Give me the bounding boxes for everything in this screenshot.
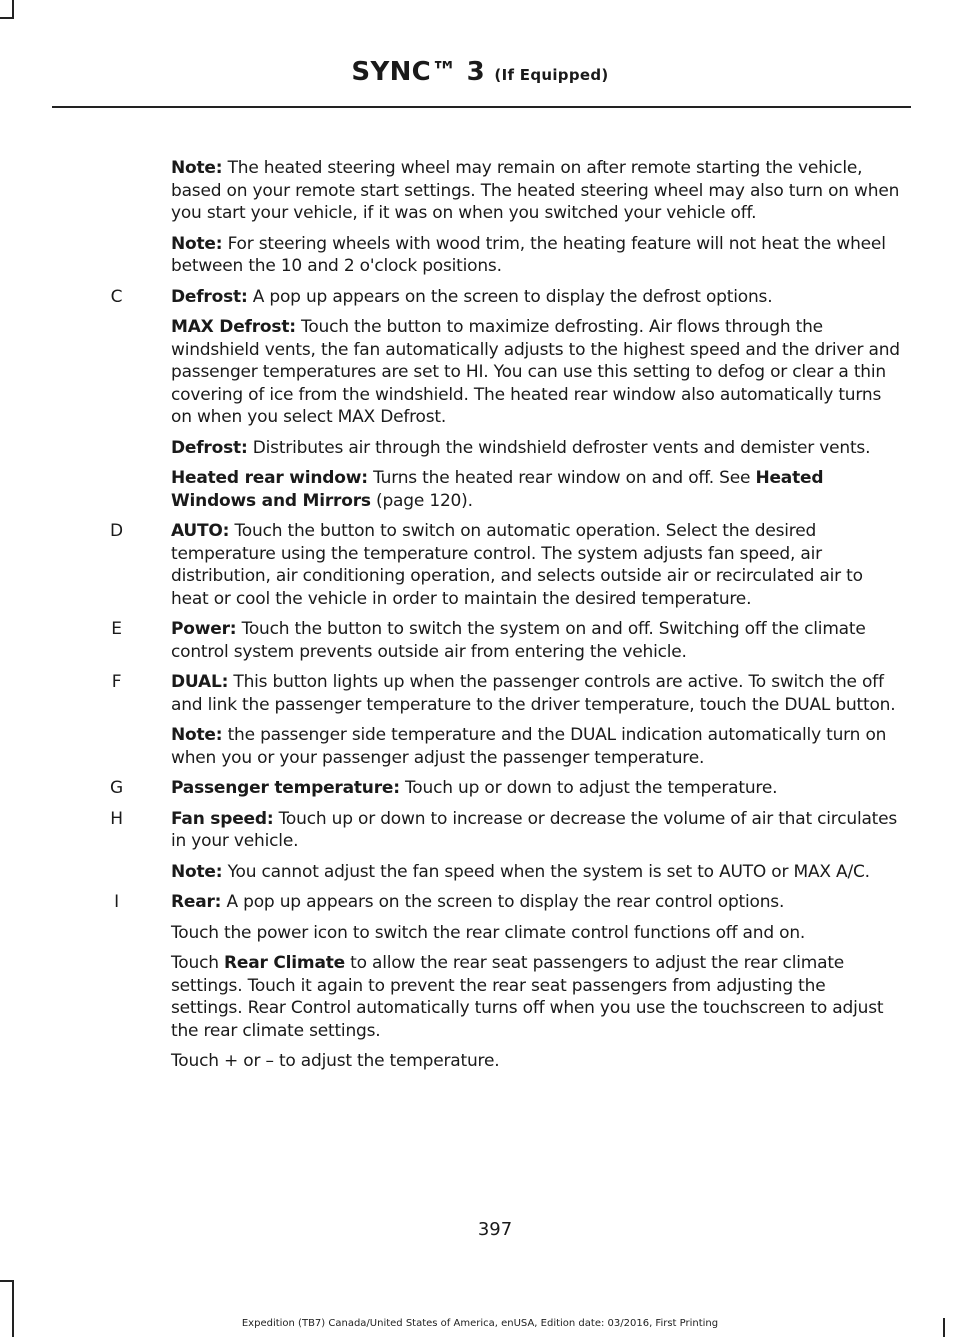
body-text: (page 120). [370, 490, 473, 511]
header-subtitle: (If Equipped) [494, 66, 609, 84]
item-paragraph [171, 671, 902, 716]
item-row [52, 808, 902, 892]
term-label: Note: [171, 158, 223, 178]
item-description [171, 808, 902, 892]
body-text: the passenger side temperature and the DUAL indication automatically turn on when you or your passenger adjust the passenger temperature. [171, 725, 887, 768]
term-label: Heated Windows and Mirrors [171, 468, 824, 511]
term-label: Note: [171, 233, 223, 254]
item-paragraph [171, 777, 902, 800]
body-text: Touch up or down to increase or decrease the volume of air that circulates in your vehicle. [171, 808, 898, 851]
term-label: Power: [171, 619, 237, 639]
item-row [52, 777, 902, 808]
item-paragraph [171, 861, 902, 884]
body-text: Touch up or down to adjust the temperature. [399, 778, 778, 798]
item-paragraph [171, 467, 902, 512]
page-header [0, 57, 960, 87]
item-row [52, 286, 902, 521]
crop-mark-top-left-vertical [12, 0, 14, 18]
term-label: Note: [171, 861, 223, 882]
item-description [171, 157, 902, 286]
item-description [171, 520, 902, 618]
item-row [52, 520, 902, 618]
item-letter: E [111, 619, 122, 639]
item-letter: D [110, 521, 123, 541]
item-paragraph [171, 286, 902, 309]
body-text: Touch the button to maximize defrosting. Air flows through the windshield vents, the fan automatically adjusts to the highest speed and the driver and passenger temperatures are set to HI. You can use this setting to defog or clear a thin covering of ice from the windshield. The heated rear window also automatically turns on when you select MAX Defrost. [171, 317, 900, 427]
body-text: The heated steering wheel may remain on after remote starting the vehicle, based on your remote start settings. The heated steering wheel may also turn on when you start your vehicle, if it was on when you switched your vehicle off. [171, 158, 900, 223]
item-letter: I [114, 892, 119, 912]
term-label: DUAL: [171, 672, 229, 692]
body-text: Touch the button to switch the system on and off. Switching off the climate control system prevents outside air from entering the vehicle. [171, 619, 866, 662]
item-paragraph [171, 891, 902, 914]
item-description [171, 671, 902, 777]
crop-mark-top-left-horizontal [0, 17, 14, 19]
body-text: to allow the rear seat passengers to adjust the rear climate settings. Touch it again to prevent the rear seat passengers from adjusting the settings. Rear Control automatically turns off when you use the touchscreen to adjust the rear climate settings. [171, 953, 884, 1041]
term-label: Note: [171, 725, 223, 745]
item-letter: H [110, 808, 123, 829]
body-text: Touch the power icon to switch the rear climate control functions off and on. [171, 922, 806, 943]
body-text: Touch the button to switch on automatic operation. Select the desired temperature using the temperature control. The system adjusts fan speed, air distribution, air conditioning operation, and selects outside air or recirculated air to heat or cool the vehicle in order to maintain the desired temperature. [171, 521, 863, 609]
term-label: Rear Climate [224, 953, 345, 973]
item-paragraph [171, 437, 902, 460]
item-paragraph [171, 808, 902, 853]
body-text: This button lights up when the passenger controls are active. To switch the off and link the passenger temperature to the driver temperature, touch the DUAL button. [171, 672, 896, 715]
term-label: Defrost: [171, 286, 248, 307]
item-paragraph [171, 724, 902, 769]
edition-note: Expedition (TB7) Canada/United States of America, enUSA, Edition date: 03/2016, First Printing [241, 1318, 719, 1329]
item-paragraph [171, 922, 902, 945]
term-label: AUTO: [171, 521, 230, 541]
body-text: Touch [171, 953, 224, 973]
term-label: Rear: [171, 892, 222, 912]
item-description [171, 286, 902, 521]
header-title: SYNC™ 3 [351, 57, 486, 87]
item-row [52, 157, 902, 286]
item-letter: G [110, 778, 123, 798]
item-paragraph [171, 618, 902, 663]
item-paragraph [171, 952, 902, 1042]
item-letter: F [111, 672, 122, 692]
body-text: For steering wheels with wood trim, the heating feature will not heat the wheel between the 10 and 2 o'clock positions. [171, 233, 886, 276]
item-row [52, 671, 902, 777]
term-label: MAX Defrost: [171, 317, 296, 337]
item-description [171, 891, 902, 1081]
item-paragraph [171, 157, 902, 225]
body-text: You cannot adjust the fan speed when the system is set to AUTO or MAX A/C. [222, 861, 870, 882]
term-label: Defrost: [171, 437, 248, 458]
term-label: Heated rear window: [171, 468, 368, 488]
body-text: A pop up appears on the screen to display the rear control options. [221, 892, 785, 912]
content-body [52, 157, 902, 1081]
item-letter: C [110, 286, 123, 307]
item-description [171, 618, 902, 671]
body-text: Distributes air through the windshield defroster vents and demister vents. [247, 437, 871, 458]
item-description [171, 777, 902, 808]
item-paragraph [171, 1050, 902, 1073]
item-letter [52, 157, 171, 286]
item-row [52, 891, 902, 1081]
item-row [52, 618, 902, 671]
body-text: Turns the heated rear window on and off. See [367, 468, 756, 488]
item-paragraph [171, 233, 902, 278]
item-paragraph [171, 520, 902, 610]
item-paragraph [171, 316, 902, 429]
term-label: Passenger temperature: [171, 778, 400, 798]
page-number: 397 [477, 1219, 513, 1240]
body-text: A pop up appears on the screen to display the defrost options. [247, 286, 773, 307]
body-text: Touch + or – to adjust the temperature. [171, 1051, 500, 1071]
header-rule [52, 106, 911, 108]
term-label: Fan speed: [171, 808, 274, 829]
crop-mark-bottom-left-horizontal [0, 1280, 14, 1282]
